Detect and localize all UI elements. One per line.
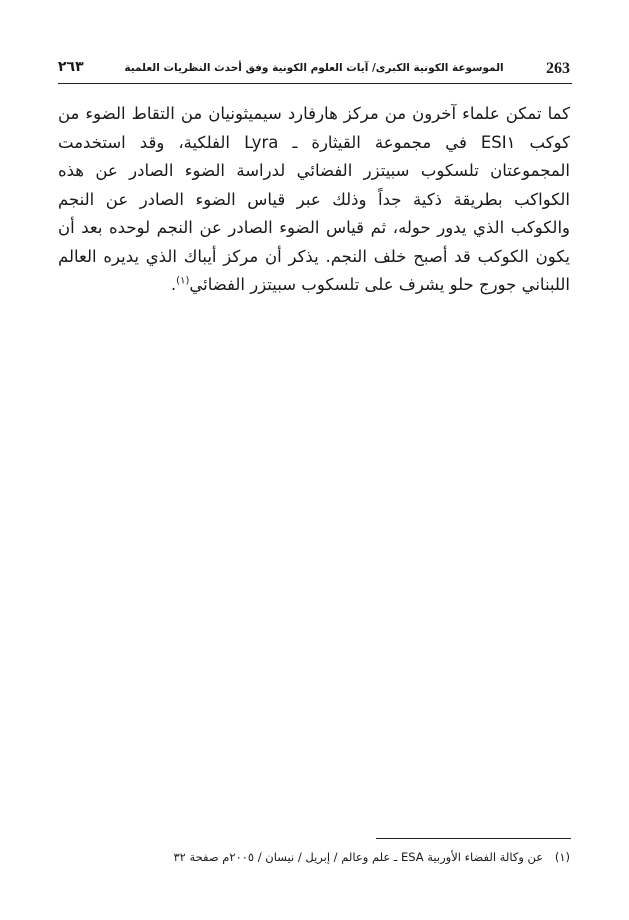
footnote-marker: (١) [554,850,570,864]
paragraph-text: كما تمكن علماء آخرون من مركز هارفارد سيميثونيان من التقاط الضوء من كوكب ESI١ في مجموعة القيثارة ـ Lyra الفلكية، وقد استخدمت المجموعتان تلسكوب سبيتزر الفضائي لدراسة الضوء الصادر عن هذه الكواكب بطريقة ذكية جداً وذلك عبر قياس الضوء الصادر عن النجم والكوكب الذي يدور حوله، ثم قياس الضوء الصادر عن النجم لوحده بعد أن يكون الكوكب قد أصبح خلف النجم. يذكر أن مركز أيباك الذي يديره العالم اللبناني جورج حلو يشرف على تلسكوب سبيتزر الفضائي [58,104,570,294]
page-number-latin: 263 [546,60,570,77]
footnote [58,848,570,866]
header-divider [58,83,572,84]
paragraph-end: . [170,275,177,294]
footnote-text: عن وكالة الفضاء الأوربية ESA ـ علم وعالم / إبريل / نيسان / ٢٠٠٥م صفحة ٣٢ [173,850,544,864]
page-header [58,58,570,82]
running-title: الموسوعة الكونية الكبرى/ آيات العلوم الكونية وفق أحدث النظريات العلمية [124,62,504,74]
page-number-arabic: ٢٦٣ [58,59,84,75]
footnote-divider [376,838,571,839]
body-paragraph [58,100,570,300]
footnote-reference[interactable]: (١) [176,275,190,287]
